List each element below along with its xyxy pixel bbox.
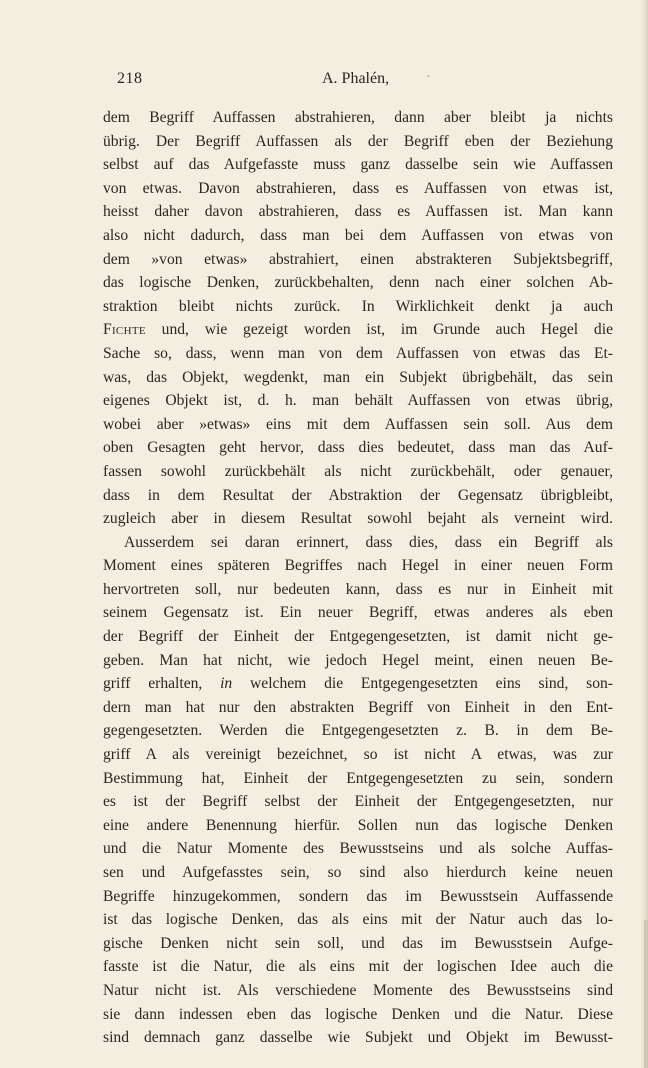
page-edge-shadow [644,920,648,1068]
author-name-fichte: Fichte [103,321,146,339]
italic-word: in [220,675,233,693]
text-line: Begriffe hinzugekommen, sondern das im Bewusstsein Auffassende [103,887,613,905]
text-line: fassen sowohl zurückbehält als nicht zurückbehält, oder genauer, [103,462,613,480]
text-line: also nicht dadurch, dass man bei dem Auffassen von etwas von [103,226,613,244]
text-line: griff A als vereinigt bezeichnet, so ist nicht A etwas, was zur [103,746,613,764]
text-line: Bestimmung hat, Einheit der Entgegengesetzten zu sein, sondern [103,769,613,787]
text-line: eine andere Benennung hierfür. Sollen nun das logische Denken [103,816,613,834]
paragraph-start: Ausserdem sei daran erinnert, dass dies, dass ein Begriff als [124,533,613,551]
text-line: zugleich aber in diesem Resultat sowohl bejaht als verneint wird. [103,510,613,528]
text-line: sind demnach ganz dasselbe wie Subjekt und Objekt im Bewusst- [103,1029,613,1047]
text-line: seinem Gegensatz ist. Ein neuer Begriff, etwas anderes als eben [103,604,613,622]
text-line: selbst auf das Aufgefasste muss ganz dasselbe sein wie Auffassen [103,156,613,174]
text-line: dem »von etwas» abstrahiert, einen abstrakteren Subjektsbegriff, [103,250,613,268]
text-line: übrig. Der Begriff Auffassen als der Begriff eben der Beziehung [103,132,613,150]
running-head: A. Phalén, [322,70,390,87]
text-line: eigenes Objekt ist, d. h. man behält Auffassen von etwas übrig, [103,392,613,410]
text-line: oben Gesagten geht hervor, dass dies bedeutet, dass man das Auf- [103,439,613,457]
text-line [103,318,613,342]
text-line: gegengesetzten. Werden die Entgegengesetzten z. B. in dem Be- [103,722,613,740]
text-line: sie dann indessen eben das logische Denken und die Natur. Diese [103,1005,613,1023]
text-line: gische Denken nicht sein soll, und das im Bewusstsein Aufge- [103,934,613,952]
text-line: das logische Denken, zurückbehalten, denn nach einer solchen Ab- [103,274,613,292]
text-line: und die Natur Momente des Bewusstseins und als solche Auffas- [103,840,613,858]
text-line: Moment eines späteren Begriffes nach Hegel in einer neuen Form [103,557,613,575]
text-line: wobei aber »etwas» eins mit dem Auffassen sein soll. Aus dem [103,415,613,433]
text-line: heisst daher davon abstrahieren, dass es Auffassen ist. Man kann [103,203,613,221]
text-line: dern man hat nur den abstrakten Begriff von Einheit in den Ent- [103,698,613,716]
text-line [103,672,613,696]
body-text [103,106,613,1050]
text-line: Natur nicht ist. Als verschiedene Momente des Bewusstseins sind [103,981,613,999]
line-rest: welchem die Entgegengesetzten eins sind, son- [232,675,613,693]
text-line: straktion bleibt nichts zurück. In Wirklichkeit denkt ja auch [103,297,613,315]
text-line: hervortreten soll, nur bedeuten kann, dass es nur in Einheit mit [103,580,613,598]
text-line: fasste ist die Natur, die als eins mit der logischen Idee auch die [103,958,613,976]
text-line: ist das logische Denken, das als eins mit der Natur auch das lo- [103,911,613,929]
text-line: geben. Man hat nicht, wie jedoch Hegel meint, einen neuen Be- [103,651,613,669]
page-edge [640,0,648,1068]
text-line: dem Begriff Auffassen abstrahieren, dann aber bleibt ja nichts [103,109,613,126]
line-rest: und, wie gezeigt worden ist, im Grunde auch Hegel die [145,321,613,339]
text-line: von etwas. Davon abstrahieren, dass es Auffassen von etwas ist, [103,179,613,197]
page-number: 218 [117,70,143,87]
text-line: sen und Aufgefasstes sein, so sind also hierdurch keine neuen [103,864,613,881]
text-line: der Begriff der Einheit der Entgegengesetzten, ist damit nicht ge- [103,628,613,646]
header-mark: · [426,70,431,85]
text-line: es ist der Begriff selbst der Einheit der Entgegengesetzten, nur [103,793,613,811]
line-start: griff erhalten, [103,675,221,693]
text-line: dass in dem Resultat der Abstraktion der Gegensatz übrigbleibt, [103,486,613,504]
page-header [0,70,648,94]
text-line: Sache so, dass, wenn man von dem Auffassen von etwas das Et- [103,344,613,362]
text-line: was, das Objekt, wegdenkt, man ein Subjekt übrigbehält, das sein [103,368,613,386]
